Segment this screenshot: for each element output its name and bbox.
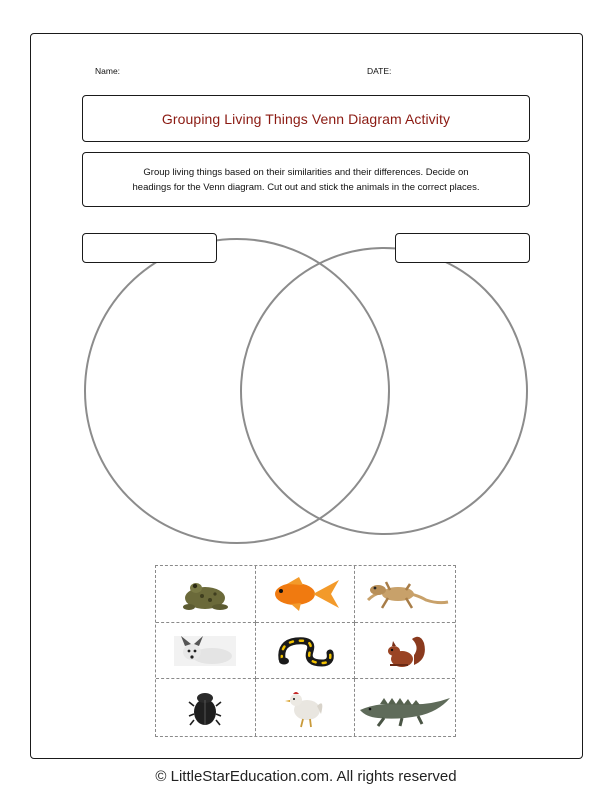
venn-heading-right-box[interactable] <box>395 233 530 263</box>
goldfish-icon <box>265 574 345 614</box>
cutout-card-crocodile[interactable] <box>355 679 455 736</box>
cutout-card-frog[interactable] <box>156 566 256 623</box>
instructions-line-2: headings for the Venn diagram. Cut out and stick the animals in the correct places. <box>132 181 480 193</box>
name-label: Name: <box>95 66 121 76</box>
page-title: Grouping Living Things Venn Diagram Activity <box>161 110 451 127</box>
cutout-card-beetle[interactable] <box>156 679 256 736</box>
cutout-card-squirrel[interactable] <box>355 623 455 680</box>
lizard-icon <box>360 574 450 614</box>
squirrel-icon <box>380 629 430 671</box>
chicken-icon <box>283 686 327 730</box>
date-label: DATE: <box>367 66 392 76</box>
venn-circle-left <box>85 239 389 543</box>
snake-icon <box>274 629 336 671</box>
cutout-card-goldfish[interactable] <box>256 566 356 623</box>
cutout-card-snake[interactable] <box>256 623 356 680</box>
cutout-card-chicken[interactable] <box>256 679 356 736</box>
dog-icon <box>172 630 238 670</box>
frog-icon <box>174 574 236 614</box>
instructions-line-1: Group living things based on their similarities and their differences. Decide on <box>143 166 469 178</box>
cutout-cards-grid <box>155 565 456 737</box>
beetle-icon <box>188 688 222 728</box>
venn-circle-right <box>241 248 527 534</box>
cutout-card-dog[interactable] <box>156 623 256 680</box>
copyright-footer: © LittleStarEducation.com. All rights reserved <box>155 768 457 785</box>
crocodile-icon <box>358 688 452 728</box>
venn-heading-left-box[interactable] <box>82 233 217 263</box>
cutout-card-lizard[interactable] <box>355 566 455 623</box>
